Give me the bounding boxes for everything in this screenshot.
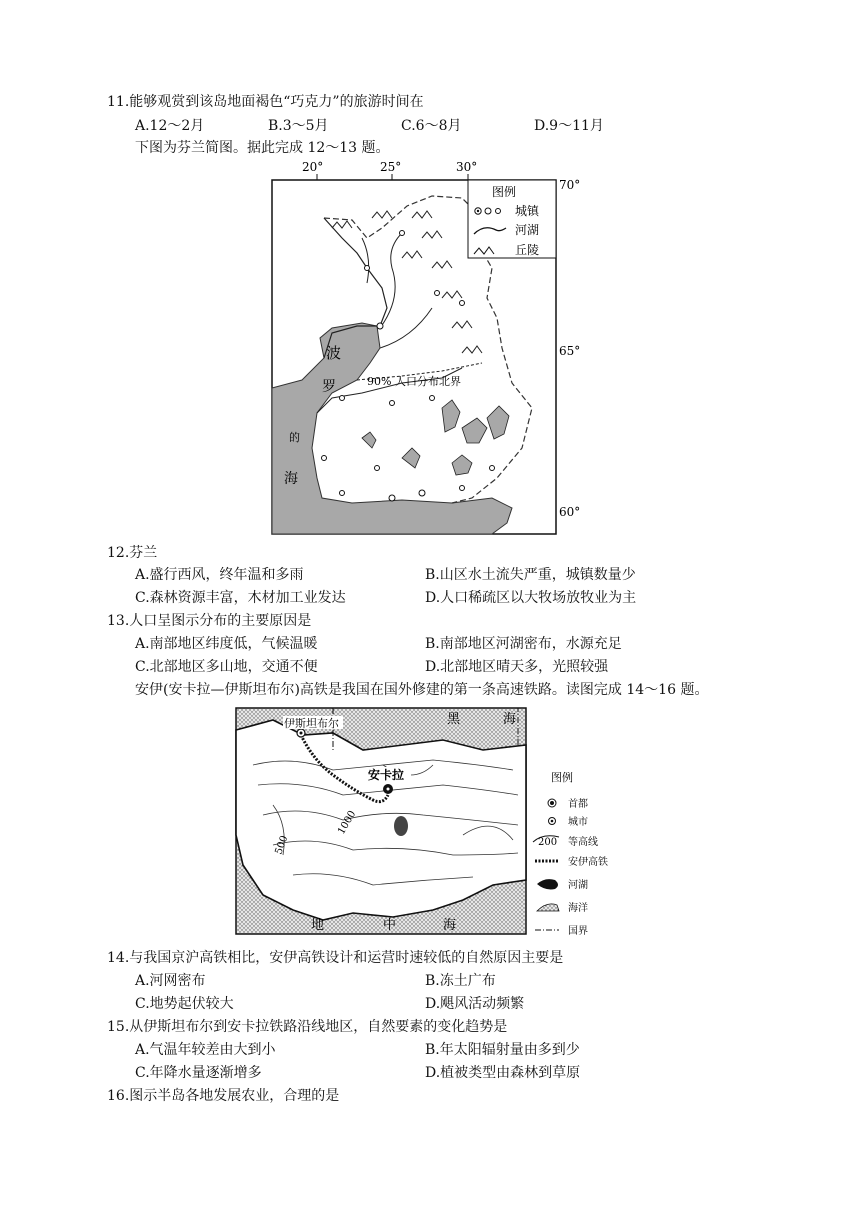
finland-legend-town: 城镇	[515, 204, 540, 218]
q13-option-a: A.南部地区纬度低，气候温暖	[135, 636, 318, 652]
q13-option-b: B.南部地区河湖密布，水源充足	[425, 636, 622, 652]
q15-option-a: A.气温年较差由大到小	[135, 1042, 276, 1058]
q13-stem: 13.人口呈图示分布的主要原因是	[107, 613, 312, 629]
intro-12-13: 下图为芬兰简图。据此完成 12～13 题。	[135, 140, 390, 156]
q14-option-b: B.冻土广布	[425, 973, 496, 989]
q12-option-d: D.人口稀疏区以大牧场放牧业为主	[425, 590, 637, 606]
lon-label-25: 25°	[380, 160, 402, 174]
legend-city: 城市	[568, 817, 588, 828]
q14-option-d: D.飓风活动频繁	[425, 996, 525, 1012]
legend-contour: 等高线	[568, 837, 598, 848]
legend-railway: 安伊高铁	[568, 857, 608, 868]
turkey-map	[233, 705, 628, 937]
turkey-land	[236, 720, 526, 920]
q14-stem: 14.与我国京沪高铁相比，安伊高铁设计和运营时速较低的自然原因主要是	[107, 950, 564, 966]
ankara-label: 安卡拉	[368, 768, 405, 782]
sea-char-4: 海	[284, 471, 298, 487]
sea-char-3: 的	[289, 431, 300, 444]
lat-label-70: 70°	[559, 178, 581, 192]
q12-option-c: C.森林资源丰富，木材加工业发达	[135, 590, 346, 606]
q15-stem: 15.从伊斯坦布尔到安卡拉铁路沿线地区，自然要素的变化趋势是	[107, 1019, 508, 1035]
lon-label-30: 30°	[456, 160, 478, 174]
turkey-lake	[394, 816, 408, 836]
q11-option-b: B.3～5月	[268, 118, 329, 134]
q16-stem: 16.图示半岛各地发展农业，合理的是	[107, 1088, 340, 1104]
med-sea-char-2: 中	[383, 918, 397, 933]
q13-option-d: D.北部地区晴天多，光照较强	[425, 659, 609, 675]
lat-label-65: 65°	[559, 344, 581, 358]
legend-border: 国界	[568, 926, 588, 937]
q11-option-d: D.9～11月	[534, 118, 604, 134]
q15-option-c: C.年降水量逐渐增多	[135, 1065, 262, 1081]
legend-lake: 河湖	[568, 880, 588, 891]
finland-legend-hill: 丘陵	[515, 243, 540, 257]
q11-stem: 11.能够观赏到该岛地面褐色“巧克力”的旅游时间在	[107, 94, 424, 110]
q13-option-c: C.北部地区多山地，交通不便	[135, 659, 318, 675]
black-sea-char-1: 黑	[447, 712, 461, 727]
q12-stem: 12.芬兰	[107, 545, 158, 561]
q15-option-b: B.年太阳辐射量由多到少	[425, 1042, 580, 1058]
turkey-legend-title: 图例	[551, 771, 573, 784]
legend-ocean: 海洋	[568, 903, 588, 914]
med-sea-char-3: 海	[443, 918, 457, 933]
q15-option-d: D.植被类型由森林到草原	[425, 1065, 581, 1081]
sea-char-2: 罗	[322, 379, 336, 395]
q12-option-a: A.盛行西风，终年温和多雨	[135, 567, 304, 583]
lat-label-60: 60°	[559, 505, 581, 519]
legend-contour-value: 200	[538, 837, 558, 848]
med-sea-char-1: 地	[311, 918, 325, 933]
q11-option-a: A.12～2月	[135, 118, 205, 134]
finland-legend-title: 图例	[492, 185, 517, 199]
black-sea-char-2: 海	[503, 712, 517, 727]
lon-label-20: 20°	[302, 160, 324, 174]
istanbul-label: 伊斯坦布尔	[284, 717, 339, 730]
finland-map	[262, 158, 597, 540]
contour-1000: 1000	[336, 808, 359, 837]
q14-option-c: C.地势起伏较大	[135, 996, 234, 1012]
q14-option-a: A.河网密布	[135, 973, 206, 989]
q11-option-c: C.6～8月	[401, 118, 462, 134]
pop-boundary-label: 90% 人口分布北界	[367, 375, 461, 388]
finland-legend-river: 河湖	[515, 223, 540, 237]
legend-capital: 首都	[568, 799, 588, 810]
sea-char-1: 波	[326, 344, 342, 362]
intro-14-16: 安伊(安卡拉—伊斯坦布尔)高铁是我国在国外修建的第一条高速铁路。读图完成 14～16 题。	[135, 682, 709, 698]
q12-option-b: B.山区水土流失严重，城镇数量少	[425, 567, 636, 583]
contour-500: 500	[273, 834, 291, 857]
